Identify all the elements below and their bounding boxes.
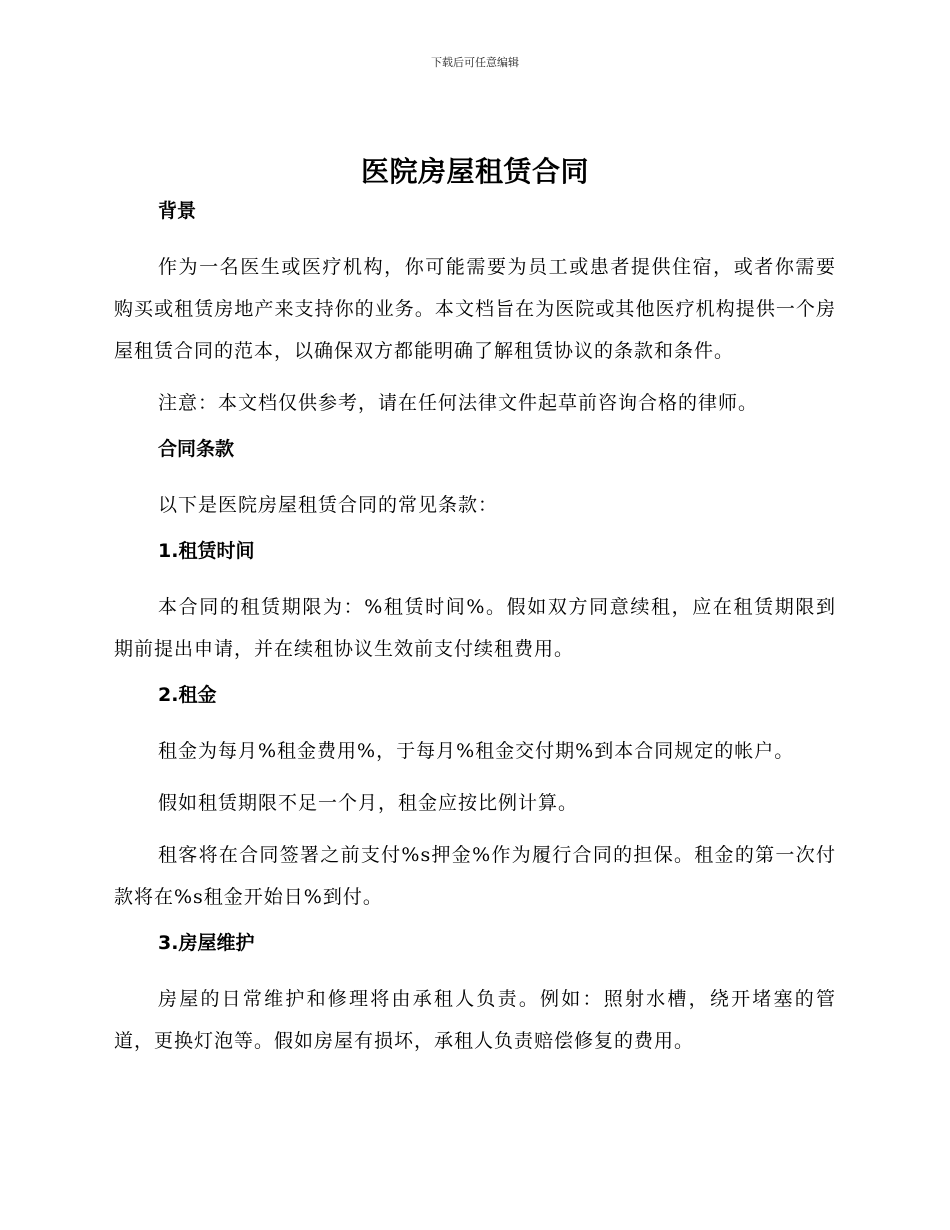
document-body (114, 196, 836, 1072)
page-header: 下载后可任意编辑 (431, 56, 519, 69)
section-heading-terms: 合同条款 (158, 438, 235, 460)
paragraph-lease-term: 本合同的租赁期限为：%租赁时间%。假如双方同意续租，应在租赁期限到期前提出申请，并在续租协议生效前支付续租费用。 (114, 596, 836, 660)
paragraph-background: 作为一名医生或医疗机构，你可能需要为员工或患者提供住宿，或者你需要购买或租赁房地产来支持你的业务。本文档旨在为医院或其他医疗机构提供一个房屋租赁合同的范本，以确保双方都能明确了解租赁协议的条款和条件。 (114, 256, 836, 362)
document-title: 医院房屋租赁合同 (360, 155, 589, 188)
paragraph-rent-1: 租金为每月%租金费用%，于每月%租金交付期%到本合同规定的帐户。 (158, 740, 795, 762)
section-heading-background: 背景 (158, 200, 197, 222)
paragraph-rent-2: 假如租赁期限不足一个月，租金应按比例计算。 (158, 792, 579, 814)
section-heading-rent: 2.租金 (158, 684, 217, 706)
section-heading-maintenance: 3.房屋维护 (158, 932, 255, 954)
paragraph-rent-3: 租客将在合同签署之前支付%s押金%作为履行合同的担保。租金的第一次付款将在%s租金开始日%到付。 (114, 844, 836, 908)
paragraph-terms-intro: 以下是医院房屋租赁合同的常见条款： (158, 494, 499, 516)
paragraph-maintenance: 房屋的日常维护和修理将由承租人负责。例如：照射水槽，绕开堵塞的管道，更换灯泡等。假如房屋有损坏，承租人负责赔偿修复的费用。 (114, 988, 836, 1052)
paragraph-note: 注意：本文档仅供参考，请在任何法律文件起草前咨询合格的律师。 (158, 392, 759, 414)
section-heading-lease-term: 1.租赁时间 (158, 540, 255, 562)
